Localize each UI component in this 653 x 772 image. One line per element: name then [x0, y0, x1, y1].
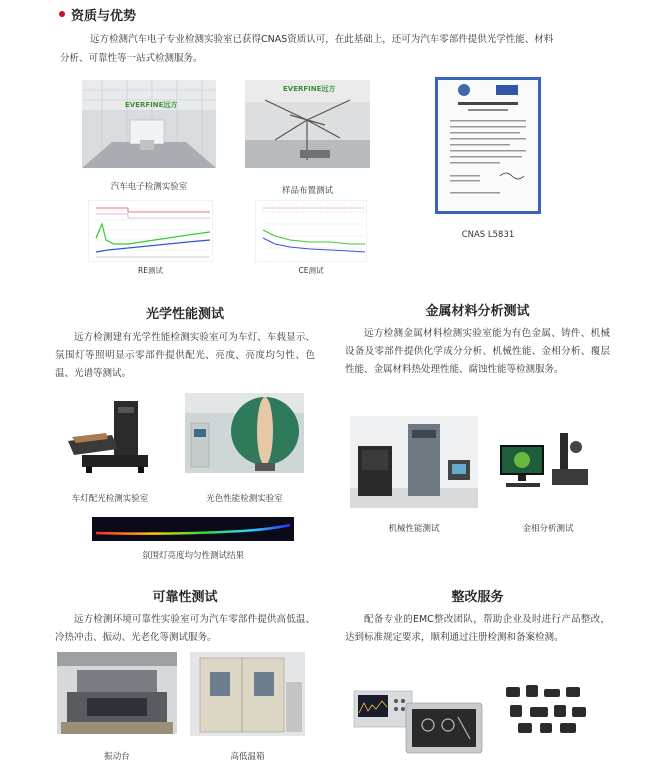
caption-re: RE测试: [138, 266, 163, 275]
emc-tools-kit-photo: [350, 681, 488, 757]
metal-title: 金属材料分析测试: [425, 304, 530, 319]
ferrite-cores-photo: [500, 681, 592, 737]
optical-title: 光学性能测试: [145, 307, 224, 322]
caption-metallographic: 金相分析测试: [522, 524, 574, 534]
photometric-lab-photo: [185, 393, 304, 473]
caption-headlamp: 车灯配光检测实验室: [71, 494, 149, 504]
caption-vibration: 振动台: [104, 752, 130, 762]
section-title: 资质与优势: [71, 9, 137, 24]
intro-line-2: 分析、可靠性等一站式检测服务。: [60, 53, 203, 64]
vibration-table-photo: [57, 652, 177, 734]
rectify-title: 整改服务: [451, 590, 504, 605]
caption-climate: 高低温箱: [230, 752, 265, 762]
climate-chamber-photo: [190, 652, 305, 736]
reliability-text: 远方检测环境可靠性实验室可为汽车零部件提供高低温、冷热冲击、振动、光老化等测试服务。: [55, 614, 315, 643]
reliability-title: 可靠性测试: [152, 590, 218, 605]
headlamp-lab-photo: [62, 393, 158, 478]
re-test-plot: [88, 200, 213, 262]
metallographic-photo: [496, 429, 600, 495]
rectify-text: 配备专业的EMC整改团队，帮助企业及时进行产品整改，达到标准规定要求，顺利通过注册检测和备案检测。: [345, 614, 610, 643]
caption-lab: 汽车电子检测实验室: [110, 182, 188, 192]
cnas-certificate: [435, 77, 541, 214]
intro-line-1: 远方检测汽车电子专业检测实验室已获得CNAS资质认可，在此基础上，还可为汽车零部件提供光学性能、材料: [90, 34, 554, 45]
caption-photometric: 光色性能检测实验室: [206, 494, 283, 504]
caption-ambient: 氛围灯亮度均匀性测试结果: [141, 551, 244, 561]
metal-text: 远方检测金属材料检测实验室能为有色金属、铸件、机械设备及零部件提供化学成分分析、机械性能、金相分析、覆层性能、金属材料热处理性能、腐蚀性能等检测服务。: [345, 328, 610, 375]
ce-test-plot: [255, 200, 367, 262]
emc-lab-photo: [82, 80, 216, 168]
section-bullet: [59, 11, 65, 17]
caption-ce: CE测试: [298, 266, 324, 275]
intro-paragraph: [60, 30, 610, 68]
mechanical-test-photo: [350, 416, 478, 508]
caption-sample: 样品布置测试: [281, 186, 333, 196]
optical-text: 远方检测建有光学性能检测实验室可为车灯、车载显示、氛围灯等照明显示零部件提供配光、亮度、亮度均匀性、色温、光谱等测试。: [55, 332, 315, 379]
caption-cnas: CNAS L5831: [461, 230, 515, 240]
ambient-light-result-image: [92, 517, 294, 541]
sample-logo: EVERFINE远方: [283, 85, 336, 93]
caption-mechanical: 机械性能测试: [388, 524, 440, 534]
lab-logo: EVERFINE远方: [125, 101, 178, 109]
